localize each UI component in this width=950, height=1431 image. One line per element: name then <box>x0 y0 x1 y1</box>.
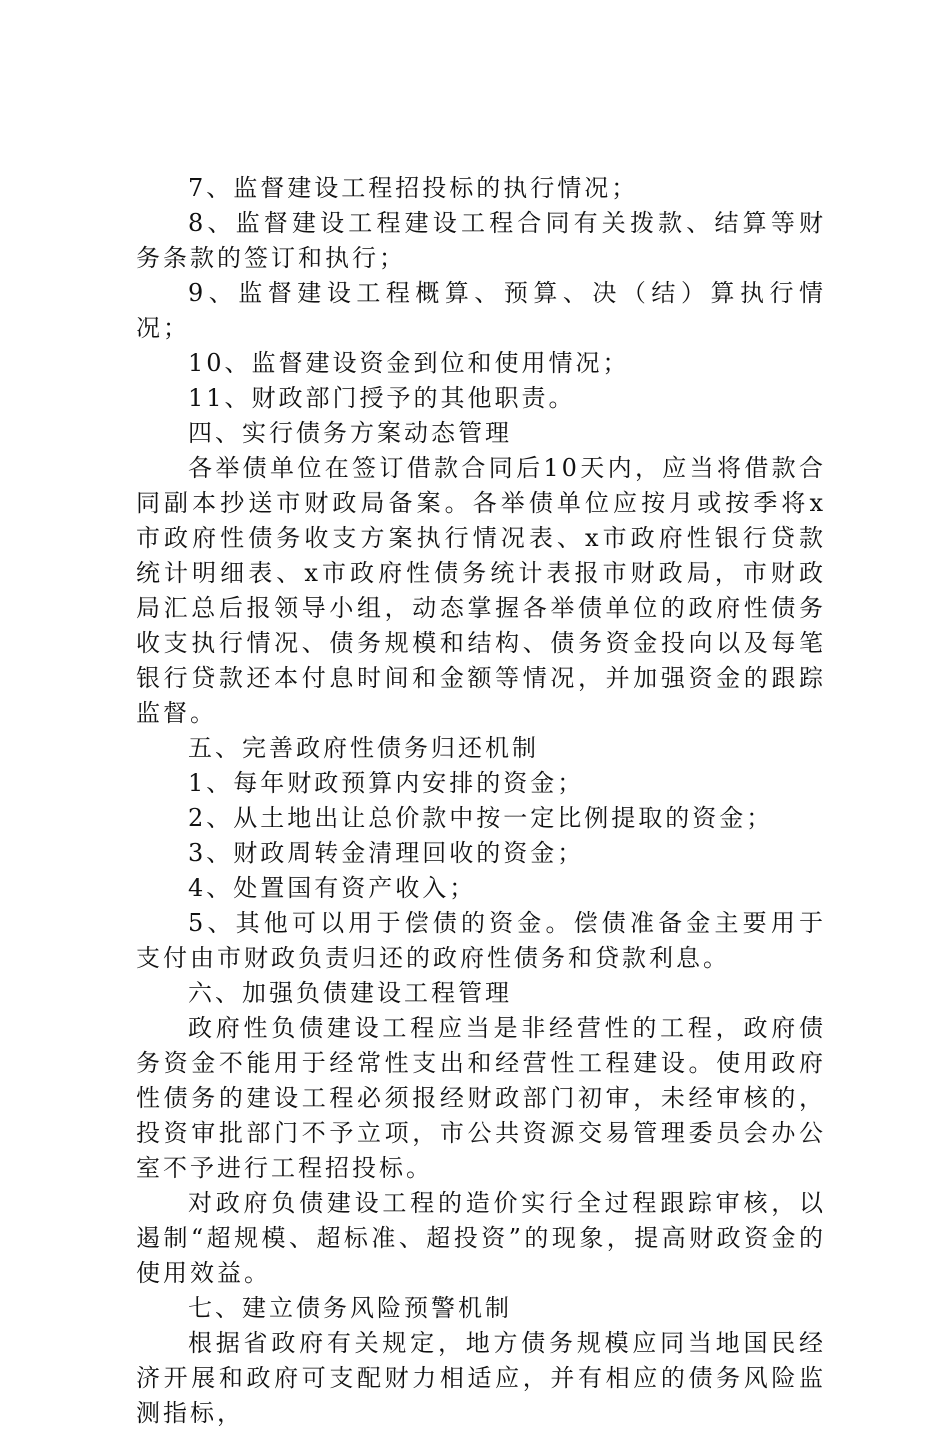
list-item-8: 8、监督建设工程建设工程合同有关拨款、结算等财务条款的签订和执行； <box>136 209 826 272</box>
body-paragraph: 根据省政府有关规定，地方债务规模应同当地国民经济开展和政府可支配财力相适应，并有相应的债务风险监测指标， <box>136 1329 826 1427</box>
list-item-7: 7、监督建设工程招投标的执行情况； <box>188 174 639 202</box>
section-heading-7: 七、建立债务风险预警机制 <box>188 1294 512 1322</box>
list-item-3: 3、财政周转金清理回收的资金； <box>188 839 585 867</box>
list-item-11: 11、财政部门授予的其他职责。 <box>188 384 576 412</box>
list-item-9: 9、监督建设工程概算、预算、决（结）算执行情况； <box>136 279 826 342</box>
body-paragraph: 政府性负债建设工程应当是非经营性的工程，政府债务资金不能用于经常性支出和经营性工程建设。使用政府性债务的建设工程必须报经财政部门初审，未经审核的，投资审批部门不予立项，市公共资源交易管理委员会办公室不予进行工程招投标。 <box>136 1014 826 1182</box>
list-item-5: 5、其他可以用于偿债的资金。偿债准备金主要用于支付由市财政负责归还的政府性债务和贷款利息。 <box>136 909 826 972</box>
document-body <box>136 171 826 1431</box>
body-paragraph: 对政府负债建设工程的造价实行全过程跟踪审核，以遏制“超规模、超标准、超投资”的现象，提高财政资金的使用效益。 <box>136 1189 826 1287</box>
body-paragraph: 各举债单位在签订借款合同后10天内，应当将借款合同副本抄送市财政局备案。各举债单位应按月或按季将x市政府性债务收支方案执行情况表、x市政府性银行贷款统计明细表、x市政府性债务统计表报市财政局，市财政局汇总后报领导小组，动态掌握各举债单位的政府性债务收支执行情况、债务规模和结构、债务资金投向以及每笔银行贷款还本付息时间和金额等情况，并加强资金的跟踪监督。 <box>136 454 826 727</box>
section-heading-5: 五、完善政府性债务归还机制 <box>188 734 539 762</box>
list-item-4: 4、处置国有资产收入； <box>188 874 477 902</box>
list-item-2: 2、从土地出让总价款中按一定比例提取的资金； <box>188 804 774 832</box>
list-item-1: 1、每年财政预算内安排的资金； <box>188 769 585 797</box>
section-heading-6: 六、加强负债建设工程管理 <box>188 979 512 1007</box>
section-heading-4: 四、实行债务方案动态管理 <box>188 419 512 447</box>
list-item-10: 10、监督建设资金到位和使用情况； <box>188 349 630 377</box>
